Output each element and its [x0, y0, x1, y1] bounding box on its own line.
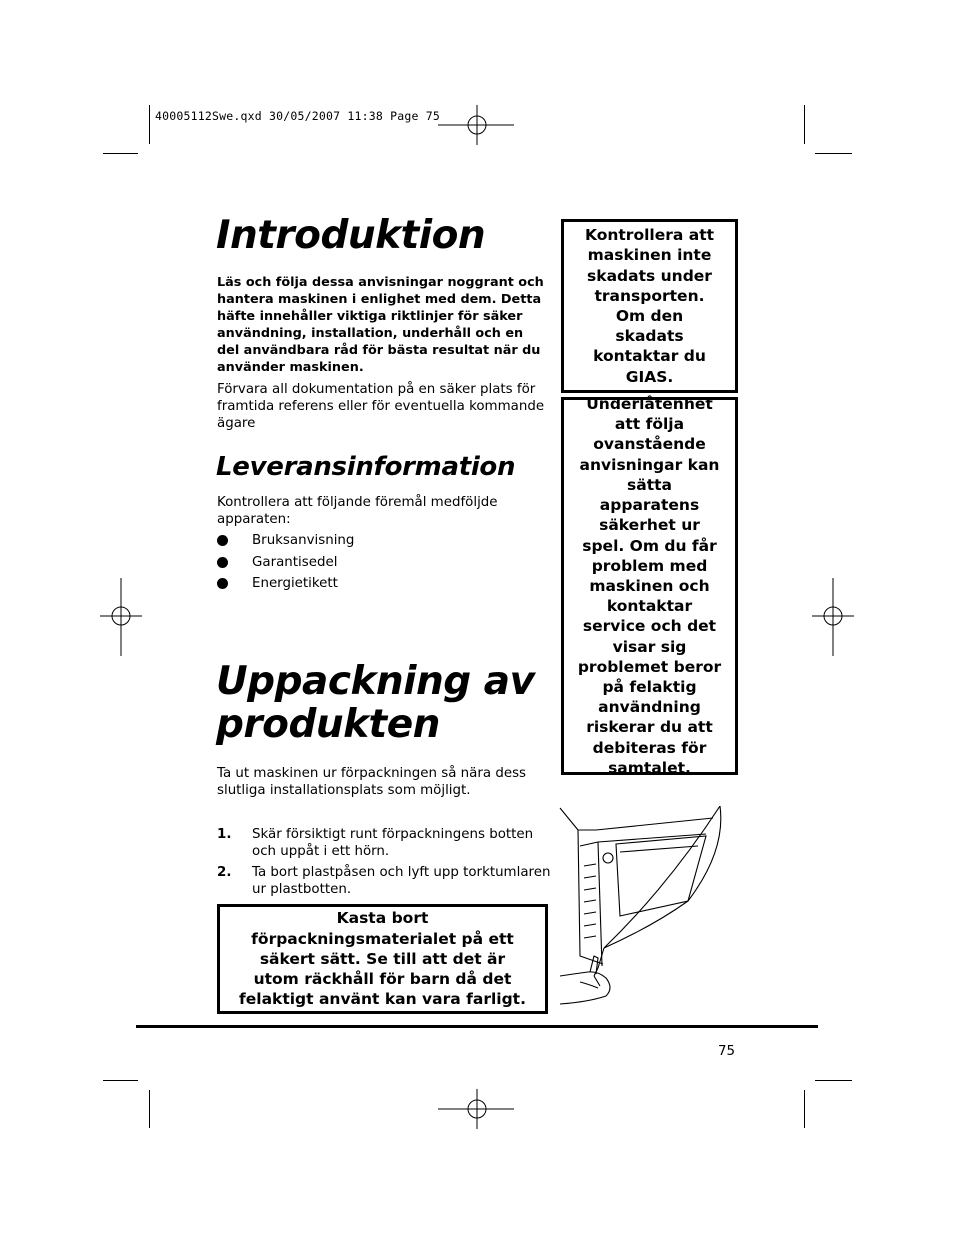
registration-crosshair-icon: [438, 1089, 516, 1129]
list-item: 1. Skär försiktigt runt förpackningens botten och uppåt i ett hörn.: [217, 827, 534, 859]
unpacking-steps: [217, 826, 557, 902]
dryer-unpacking-illustration: [558, 806, 740, 1010]
unpacking-intro: Ta ut maskinen ur förpackningen så nära dess slutliga installationsplats som möjligt.: [217, 766, 527, 798]
safety-warning-box: Underlåtenhet att följa ovanstående anvisningar kan sätta apparatens säkerhet ur spel. Om du får problem med maskinen och kontaktar service och det visar sig problemet beror på felaktig användning riskerar du att debiteras för samtalet.: [561, 397, 738, 775]
registration-crosshair-icon: [100, 578, 142, 656]
delivery-intro: Kontrollera att följande föremål medföljde apparaten:: [217, 495, 498, 527]
registration-crosshair-icon: [812, 578, 854, 656]
footer-rule: [136, 1025, 818, 1028]
transport-check-box: Kontrollera att maskinen inte skadats under transporten. Om den skadats kontaktar du GIAS.: [561, 219, 738, 393]
unpacking-heading-line2: produkten: [216, 702, 440, 747]
filled-circle-icon: [217, 535, 228, 546]
intro-heading: Introduktion: [216, 213, 486, 258]
registration-crosshair-icon: [438, 105, 516, 145]
packaging-warning-box: Kasta bort förpackningsmaterialet på ett säkert sätt. Se till att det är utom räckhåll för barn då det felaktigt använt kan vara farligt.: [217, 904, 548, 1014]
print-slug: 40005112Swe.qxd 30/05/2007 11:38 Page 75: [155, 109, 440, 123]
page-number: 75: [718, 1044, 736, 1059]
unpacking-heading-line1: Uppackning av: [216, 659, 535, 704]
delivery-heading: Leveransinformation: [216, 452, 516, 482]
intro-bold-paragraph: Läs och följa dessa anvisningar noggrant och hantera maskinen i enlighet med dem. Detta häfte innehåller viktiga riktlinjer för säker användning, installation, underhåll och en del användbara råd för bästa resultat när du använder maskinen.: [217, 275, 544, 375]
filled-circle-icon: [217, 578, 228, 589]
list-item: 2. Ta bort plastpåsen och lyft upp torktumlaren ur plastbotten.: [217, 865, 551, 897]
intro-paragraph: Förvara all dokumentation på en säker plats för framtida referens eller för eventuella kommande ägare: [217, 382, 545, 431]
filled-circle-icon: [217, 557, 228, 568]
